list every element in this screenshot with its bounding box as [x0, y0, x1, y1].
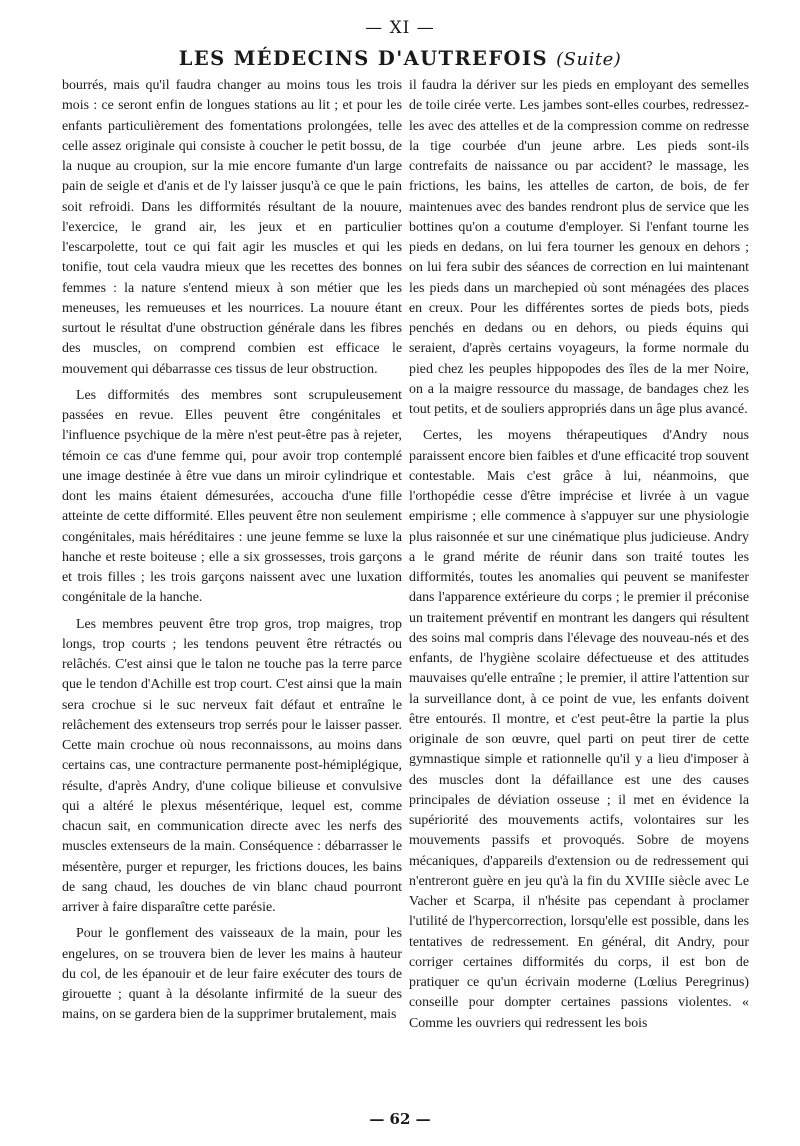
article-title-suite: (Suite)	[556, 49, 622, 70]
right-column	[409, 76, 749, 1034]
paragraph: Certes, les moyens thérapeutiques d'Andry nous paraissent encore bien faibles et d'une efficacité trop souvent contestable. Mais c'est grâce à lui, néanmoins, que l'orthopédie cesse d'être imprécise et livrée à un vague empirisme ; elle commence à s'appuyer sur une physiologie plus raisonnée et sur une cinématique plus judicieuse. Andry a le grand mérite de réunir dans son traité toutes les difformités, toutes les anomalies qui peuvent se manifester dans l'apparence extérieure du corps ; le premier il préconise un traitement préventif en montrant les dangers qui résultent des soins mal compris dans l'élevage des nouveau-nés et des enfants, de l'hygiène scolaire défectueuse et des attitudes mauvaises qu'elle entraîne ; le premier, il attire l'attention sur la surveillance dont, à ce point de vue, les enfants doivent être entourés. Il montre, et c'est peut-être la partie la plus originale de son œuvre, quel parti on peut tirer de cette gymnastique simple et rationnelle qu'il y a lieu d'imposer à des muscles dont la défaillance est une des causes principales de déviation osseuse ; il met en évidence la supériorité des mouvements actifs, volontaires sur les mouvements passifs et provoqués. Sobre de moyens mécaniques, d'appareils d'extension ou de redressement qui n'entreront guère en jeu qu'à la fin du XVIIIe siècle avec Le Vacher et Scarpa, il n'hésite pas cependant à proclamer l'utilité de l'hypercorrection, lorsqu'elle est possible, dans les tentatives de redressement. En général, dit Andry, pour corriger certaines difformités du corps, il est bon de pratiquer ce qu'un écrivain moderne (Lœlius Peregrinus) conseille pour dompter certaines passions violentes. « Comme les ouvriers qui redressent les bois	[409, 428, 749, 1031]
page-number: — 62 —	[369, 1110, 431, 1128]
article-title	[0, 47, 800, 70]
left-column	[62, 76, 402, 1026]
page-roman-numeral: — XI —	[365, 18, 435, 38]
paragraph: bourrés, mais qu'il faudra changer au moins tous les trois mois : ce seront enfin de longues stations au lit ; et pour les enfants particulièrement des fomentations prolongées, telle celle assez originale qui consiste à coucher le petit bossu, de la nuque au croupion, sur la mie encore fumante d'un large pain de seigle et d'anis et de l'y laisser jusqu'à ce que le pain soit refroidi. Dans les difformités résultant de la nouure, l'exercice, le grand air, les jeux et en particulier l'escarpolette, tout ce qui fait agir les muscles et qui les tonifie, tout cela vaudra mieux que les recettes des bonnes femmes : la nature s'entend mieux à son métier que les meneuses, les remueuses et les nourrices. La nouure étant surtout le résultat d'une obstruction générale dans les fibres des muscles, on comprend combien est efficace le mouvement qui débarrasse ces tissus de leur obstruction.	[62, 78, 402, 377]
paragraph: Les membres peuvent être trop gros, trop maigres, trop longs, trop courts ; les tendons peuvent être rétractés ou relâchés. C'est ainsi que le talon ne touche pas la terre parce que le tendon d'Achille est trop court. C'est ainsi que la main sera crochue si le suc nerveux fait défaut et entraîne le relâchement des extenseurs trop serrés pour le laisser passer. Cette main crochue où nous reconnaissons, au moins dans certains cas, une contracture permanente post-hémiplégique, résulte, d'après Andry, d'une colique bilieuse et convulsive qui a altéré le plexus mésentérique, lequel est, comme chacun sait, en communication directe avec les nerfs des muscles extenseurs de la main. Conséquence : débarrasser le mésentère, purger et repurger, les frictions douces, les bains de sang chaud, les douches de vin blanc chaud pourront arriver à faire disparaître cette parésie.	[62, 616, 402, 915]
paragraph: il faudra la dériver sur les pieds en employant des semelles de toile cirée verte. Les jambes sont-elles courbes, redressez-les avec des attelles et de la compression comme on redresse la tige courbée d'un jeune arbre. Les pieds sont-ils contrefaits de naissance ou par accident? le massage, les frictions, les bains, les attelles de carton, de bois, de fer maintenues avec des bandes rendront plus de service que les bottines qu'on a coutume d'employer. Si l'enfant tourne les pieds en dedans, on lui fera tourner les genoux en dehors ; on lui fera subir des séances de correction en lui maintenant les pieds dans un marchepied où sont ménagées des places en creux. Pour les différentes sortes de pieds bots, pieds penchés en dedans ou en dehors, ou pieds équins qui seraient, d'après certains voyageurs, la forme normale du pied chez les peuples hippopodes des îles de la mer Noire, on a la maigre ressource du massage, de bandages chez les tout petits, et de souliers appropriés dans un âge plus avancé.	[409, 78, 749, 417]
paragraph: Les difformités des membres sont scrupuleusement passées en revue. Elles peuvent être congénitales et l'influence psychique de la mère n'est peut-être pas à rejeter, témoin ce cas d'une femme qui, pour avoir trop contemplé une image destinée à être vue dans un miroir cylindrique et dont les mains étaient démesurées, accoucha d'une fille atteinte de cette difformité. Elles peuvent être non seulement congénitales, mais héréditaires : une jeune femme se luxe la hanche et reste boiteuse ; elle a six grossesses, trois garçons et trois filles ; les trois garçons naissent avec une luxation congénitale de la hanche.	[62, 387, 402, 606]
paragraph: Pour le gonflement des vaisseaux de la main, pour les engelures, on se trouvera bien de lever les mains à hauteur du col, de les épanouir et de leur faire exécuter des tours de girouette ; quant à la désolante infirmité de la sueur des mains, on se gardera bien de la supprimer brutalement, mais	[62, 926, 402, 1023]
article-title-text: LES MÉDECINS D'AUTREFOIS	[178, 47, 548, 70]
